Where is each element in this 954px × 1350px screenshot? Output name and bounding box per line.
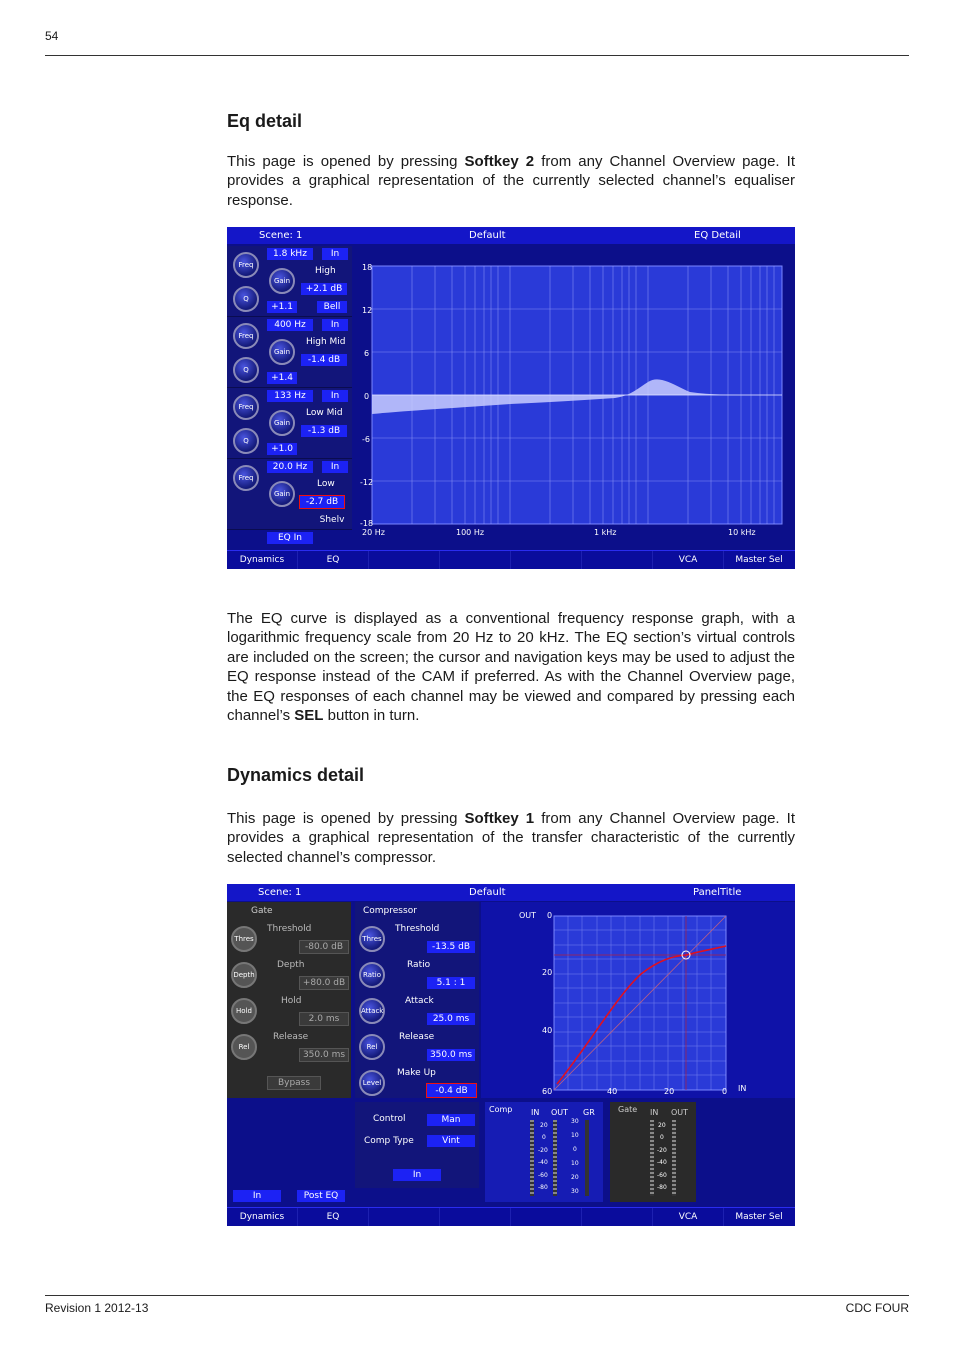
- meter-scale: -40: [657, 1159, 667, 1166]
- gain-knob-icon[interactable]: Gain: [269, 410, 295, 436]
- footer-product: CDC FOUR: [845, 1301, 909, 1315]
- x-tick: 20 Hz: [362, 528, 385, 537]
- comp-release-value[interactable]: 350.0 ms: [427, 1049, 475, 1061]
- dynamics-detail-screen: [227, 884, 795, 1226]
- compressor-panel: [355, 902, 479, 1098]
- gate-depth-value[interactable]: +80.0 dB: [299, 976, 349, 990]
- gate-in-meter: [650, 1120, 654, 1196]
- softkey-eq[interactable]: EQ: [298, 551, 369, 569]
- q-knob-icon[interactable]: Q: [233, 357, 259, 383]
- softkey-3[interactable]: [369, 1208, 440, 1226]
- comp-type-value[interactable]: Vint: [427, 1135, 475, 1147]
- meter-scale: 0: [660, 1134, 664, 1141]
- band-in-button[interactable]: In: [322, 248, 348, 260]
- comp-makeup-knob-icon[interactable]: Level: [359, 1070, 385, 1096]
- shape-value[interactable]: Bell: [317, 301, 347, 313]
- x-tick: 40: [607, 1087, 618, 1096]
- eq-heading: Eq detail: [227, 111, 303, 131]
- comp-meters-panel: [485, 1102, 603, 1202]
- comp-release-knob-icon[interactable]: Rel: [359, 1034, 385, 1060]
- x-tick: 100 Hz: [456, 528, 485, 537]
- gain-value[interactable]: -1.4 dB: [301, 354, 347, 366]
- softkey-4[interactable]: [440, 551, 511, 569]
- comp-meter-title: Comp: [489, 1105, 513, 1114]
- y-tick: -6: [362, 435, 370, 444]
- q-value[interactable]: +1.4: [267, 372, 297, 384]
- gate-hold-knob-icon[interactable]: Hold: [231, 998, 257, 1024]
- softkey-4[interactable]: [440, 1208, 511, 1226]
- meter-in-label: IN: [531, 1108, 540, 1117]
- x-tick: 20: [664, 1087, 675, 1096]
- softkey-vca[interactable]: VCA: [653, 551, 724, 569]
- transfer-graph: [481, 902, 795, 1098]
- comp-makeup-value-selected[interactable]: -0.4 dB: [426, 1083, 477, 1098]
- band-name: Low Mid: [306, 408, 343, 418]
- comp-attack-knob-icon[interactable]: Attack: [359, 998, 385, 1024]
- meter-scale: 20: [540, 1122, 548, 1129]
- gate-threshold-knob-icon[interactable]: Thres: [231, 926, 257, 952]
- gate-bypass-button[interactable]: Bypass: [267, 1076, 321, 1090]
- default-label: Default: [469, 887, 506, 898]
- gate-out-meter: [672, 1120, 676, 1196]
- band-name: High Mid: [306, 337, 346, 347]
- band-name: High: [315, 266, 336, 276]
- freq-knob-icon[interactable]: Freq: [233, 323, 259, 349]
- default-label: Default: [469, 230, 506, 241]
- gr-scale: 20: [571, 1174, 579, 1181]
- meter-scale: 0: [542, 1134, 546, 1141]
- y-tick: 40: [542, 1026, 553, 1035]
- control-value[interactable]: Man: [427, 1114, 475, 1126]
- gate-release-label: Release: [273, 1032, 309, 1042]
- comp-type-label: Comp Type: [364, 1136, 414, 1146]
- y-tick: 60: [542, 1087, 553, 1096]
- x-tick: 1 kHz: [594, 528, 617, 537]
- softkey-6[interactable]: [582, 551, 653, 569]
- control-label: Control: [373, 1114, 406, 1124]
- comp-makeup-label: Make Up: [397, 1068, 436, 1078]
- softkey-vca[interactable]: VCA: [653, 1208, 724, 1226]
- panel-title: PanelTitle: [693, 887, 742, 898]
- panel-title: EQ Detail: [694, 230, 741, 241]
- meter-gr-label: GR: [583, 1108, 595, 1117]
- scene-label: Scene: 1: [259, 230, 303, 241]
- meter-scale: -80: [657, 1184, 667, 1191]
- comp-release-label: Release: [399, 1032, 435, 1042]
- freq-value[interactable]: 133 Hz: [267, 390, 313, 402]
- gate-hold-label: Hold: [281, 996, 302, 1006]
- band-in-button[interactable]: In: [322, 390, 348, 402]
- comp-attack-label: Attack: [405, 996, 434, 1006]
- shape-value[interactable]: Shelv: [319, 515, 345, 525]
- gain-knob-icon[interactable]: Gain: [269, 481, 295, 507]
- q-value[interactable]: +1.0: [267, 443, 297, 455]
- comp-ratio-value[interactable]: 5.1 : 1: [427, 977, 475, 989]
- gate-depth-label: Depth: [277, 960, 305, 970]
- softkey-master-sel[interactable]: Master Sel: [735, 555, 783, 565]
- eq-intro: This page is opened by pressing Softkey 2 from any Channel Overview page. It provides a graphical representation of the currently selected channel’s equaliser response.: [227, 153, 796, 209]
- dyn-softkey-bar: [227, 1207, 795, 1226]
- gr-scale: 10: [571, 1132, 579, 1139]
- graph-out-label: OUT: [519, 911, 537, 920]
- meter-scale: -80: [538, 1184, 548, 1191]
- band-name: Low: [317, 479, 335, 489]
- comp-threshold-label: Threshold: [395, 924, 440, 934]
- dynamics-intro: This page is opened by pressing Softkey 1 from any Channel Overview page. It provides a graphical representation of the transfer characteristic of the currently selected channel’s compressor.: [227, 810, 796, 866]
- comp-threshold-knob-icon[interactable]: Thres: [359, 926, 385, 952]
- y-tick: -18: [360, 519, 374, 528]
- comp-in-button[interactable]: In: [393, 1169, 441, 1181]
- eq-body: The EQ curve is displayed as a conventional frequency response graph, with a logarithmic frequency scale from 20 Hz to 20 kHz. The EQ section’s virtual controls are included on the screen; the cursor and navigation keys may be used to adjust the EQ response instead of the CAM if preferred. As with the Channel Overview page, the EQ responses of each channel may be viewed and compared by pressing each channel’s SEL button in turn.: [227, 610, 795, 725]
- q-value[interactable]: +1.1: [267, 301, 297, 313]
- freq-knob-icon[interactable]: Freq: [233, 465, 259, 491]
- band-in-button[interactable]: In: [322, 319, 348, 331]
- footer-rule: [45, 1295, 909, 1296]
- y-tick: 6: [364, 349, 370, 358]
- comp-threshold-value[interactable]: -13.5 dB: [427, 941, 475, 953]
- x-tick: 0: [722, 1087, 728, 1096]
- freq-value[interactable]: 400 Hz: [267, 319, 313, 331]
- gate-title: Gate: [251, 906, 273, 916]
- meter-out-label: OUT: [671, 1108, 689, 1117]
- y-tick: -12: [360, 478, 374, 487]
- eq-detail-screen: [227, 227, 795, 569]
- dynamics-heading: Dynamics detail: [227, 765, 365, 785]
- gain-knob-icon[interactable]: Gain: [269, 268, 295, 294]
- gate-depth-knob-icon[interactable]: Depth: [231, 962, 257, 988]
- meter-scale: -60: [538, 1172, 548, 1179]
- gain-value[interactable]: -1.3 dB: [301, 425, 347, 437]
- eq-band-high: [227, 246, 352, 317]
- scene-label: Scene: 1: [258, 887, 302, 898]
- eq-softkey-bar: [227, 550, 795, 569]
- y-tick: 20: [542, 968, 553, 977]
- eq-band-low-mid: [227, 388, 352, 459]
- comp-attack-value[interactable]: 25.0 ms: [427, 1013, 475, 1025]
- freq-value[interactable]: 20.0 Hz: [267, 461, 313, 473]
- softkey-dynamics[interactable]: Dynamics: [227, 1208, 298, 1226]
- softkey-5[interactable]: [511, 1208, 582, 1226]
- freq-knob-icon[interactable]: Freq: [233, 252, 259, 278]
- gate-panel: [227, 902, 351, 1098]
- meter-out-label: OUT: [551, 1108, 569, 1117]
- y-tick: 0: [364, 392, 370, 401]
- gr-scale: 30: [571, 1118, 579, 1125]
- gr-scale: 0: [573, 1146, 577, 1153]
- eq-in-button[interactable]: EQ In: [267, 532, 313, 544]
- meter-scale: -40: [538, 1159, 548, 1166]
- x-tick: 10 kHz: [728, 528, 756, 537]
- softkey-6[interactable]: [582, 1208, 653, 1226]
- comp-gr-meter: [585, 1120, 589, 1196]
- gain-value[interactable]: +2.1 dB: [301, 283, 347, 295]
- meter-scale: -20: [657, 1147, 667, 1154]
- eq-band-high-mid: [227, 317, 352, 388]
- gain-value-selected[interactable]: -2.7 dB: [299, 495, 345, 509]
- gate-release-knob-icon[interactable]: Rel: [231, 1034, 257, 1060]
- gate-threshold-value[interactable]: -80.0 dB: [299, 940, 349, 954]
- dyn-top-bar: [227, 884, 795, 901]
- comp-ratio-label: Ratio: [407, 960, 431, 970]
- comp-out-meter: [553, 1120, 557, 1196]
- gate-meters-panel: [610, 1102, 696, 1202]
- gate-threshold-label: Threshold: [267, 924, 312, 934]
- graph-in-label: IN: [738, 1084, 747, 1093]
- comp-in-meter: [530, 1120, 534, 1196]
- y-tick: 12: [362, 306, 373, 315]
- band-in-button[interactable]: In: [322, 461, 348, 473]
- y-tick: 18: [362, 263, 373, 272]
- compressor-title: Compressor: [363, 906, 417, 916]
- gate-hold-value[interactable]: 2.0 ms: [299, 1012, 349, 1026]
- control-panel: [355, 1102, 479, 1188]
- meter-scale: -20: [538, 1147, 548, 1154]
- y-tick: 0: [547, 911, 553, 920]
- comp-ratio-knob-icon[interactable]: Ratio: [359, 962, 385, 988]
- softkey-eq[interactable]: EQ: [298, 1208, 369, 1226]
- gate-meter-title: Gate: [618, 1105, 638, 1114]
- eq-band-low: [227, 459, 352, 530]
- eq-top-bar: [227, 227, 795, 244]
- q-knob-icon[interactable]: Q: [233, 286, 259, 312]
- post-eq-button[interactable]: Post EQ: [297, 1190, 345, 1202]
- gate-release-value[interactable]: 350.0 ms: [299, 1048, 349, 1062]
- dynamics-in-button[interactable]: In: [233, 1190, 281, 1202]
- eq-graph: [355, 246, 793, 548]
- meter-scale: -60: [657, 1172, 667, 1179]
- freq-value[interactable]: 1.8 kHz: [267, 248, 313, 260]
- gain-knob-icon[interactable]: Gain: [269, 339, 295, 365]
- page-number: 54: [45, 29, 59, 43]
- softkey-5[interactable]: [511, 551, 582, 569]
- freq-knob-icon[interactable]: Freq: [233, 394, 259, 420]
- softkey-master-sel[interactable]: Master Sel: [735, 1212, 783, 1222]
- softkey-dynamics[interactable]: Dynamics: [227, 551, 298, 569]
- meter-scale: 20: [658, 1122, 666, 1129]
- gr-scale: 30: [571, 1188, 579, 1195]
- softkey-3[interactable]: [369, 551, 440, 569]
- footer-revision: Revision 1 2012-13: [45, 1301, 149, 1315]
- header-rule: [45, 55, 909, 56]
- meter-in-label: IN: [650, 1108, 659, 1117]
- gr-scale: 10: [571, 1160, 579, 1167]
- q-knob-icon[interactable]: Q: [233, 428, 259, 454]
